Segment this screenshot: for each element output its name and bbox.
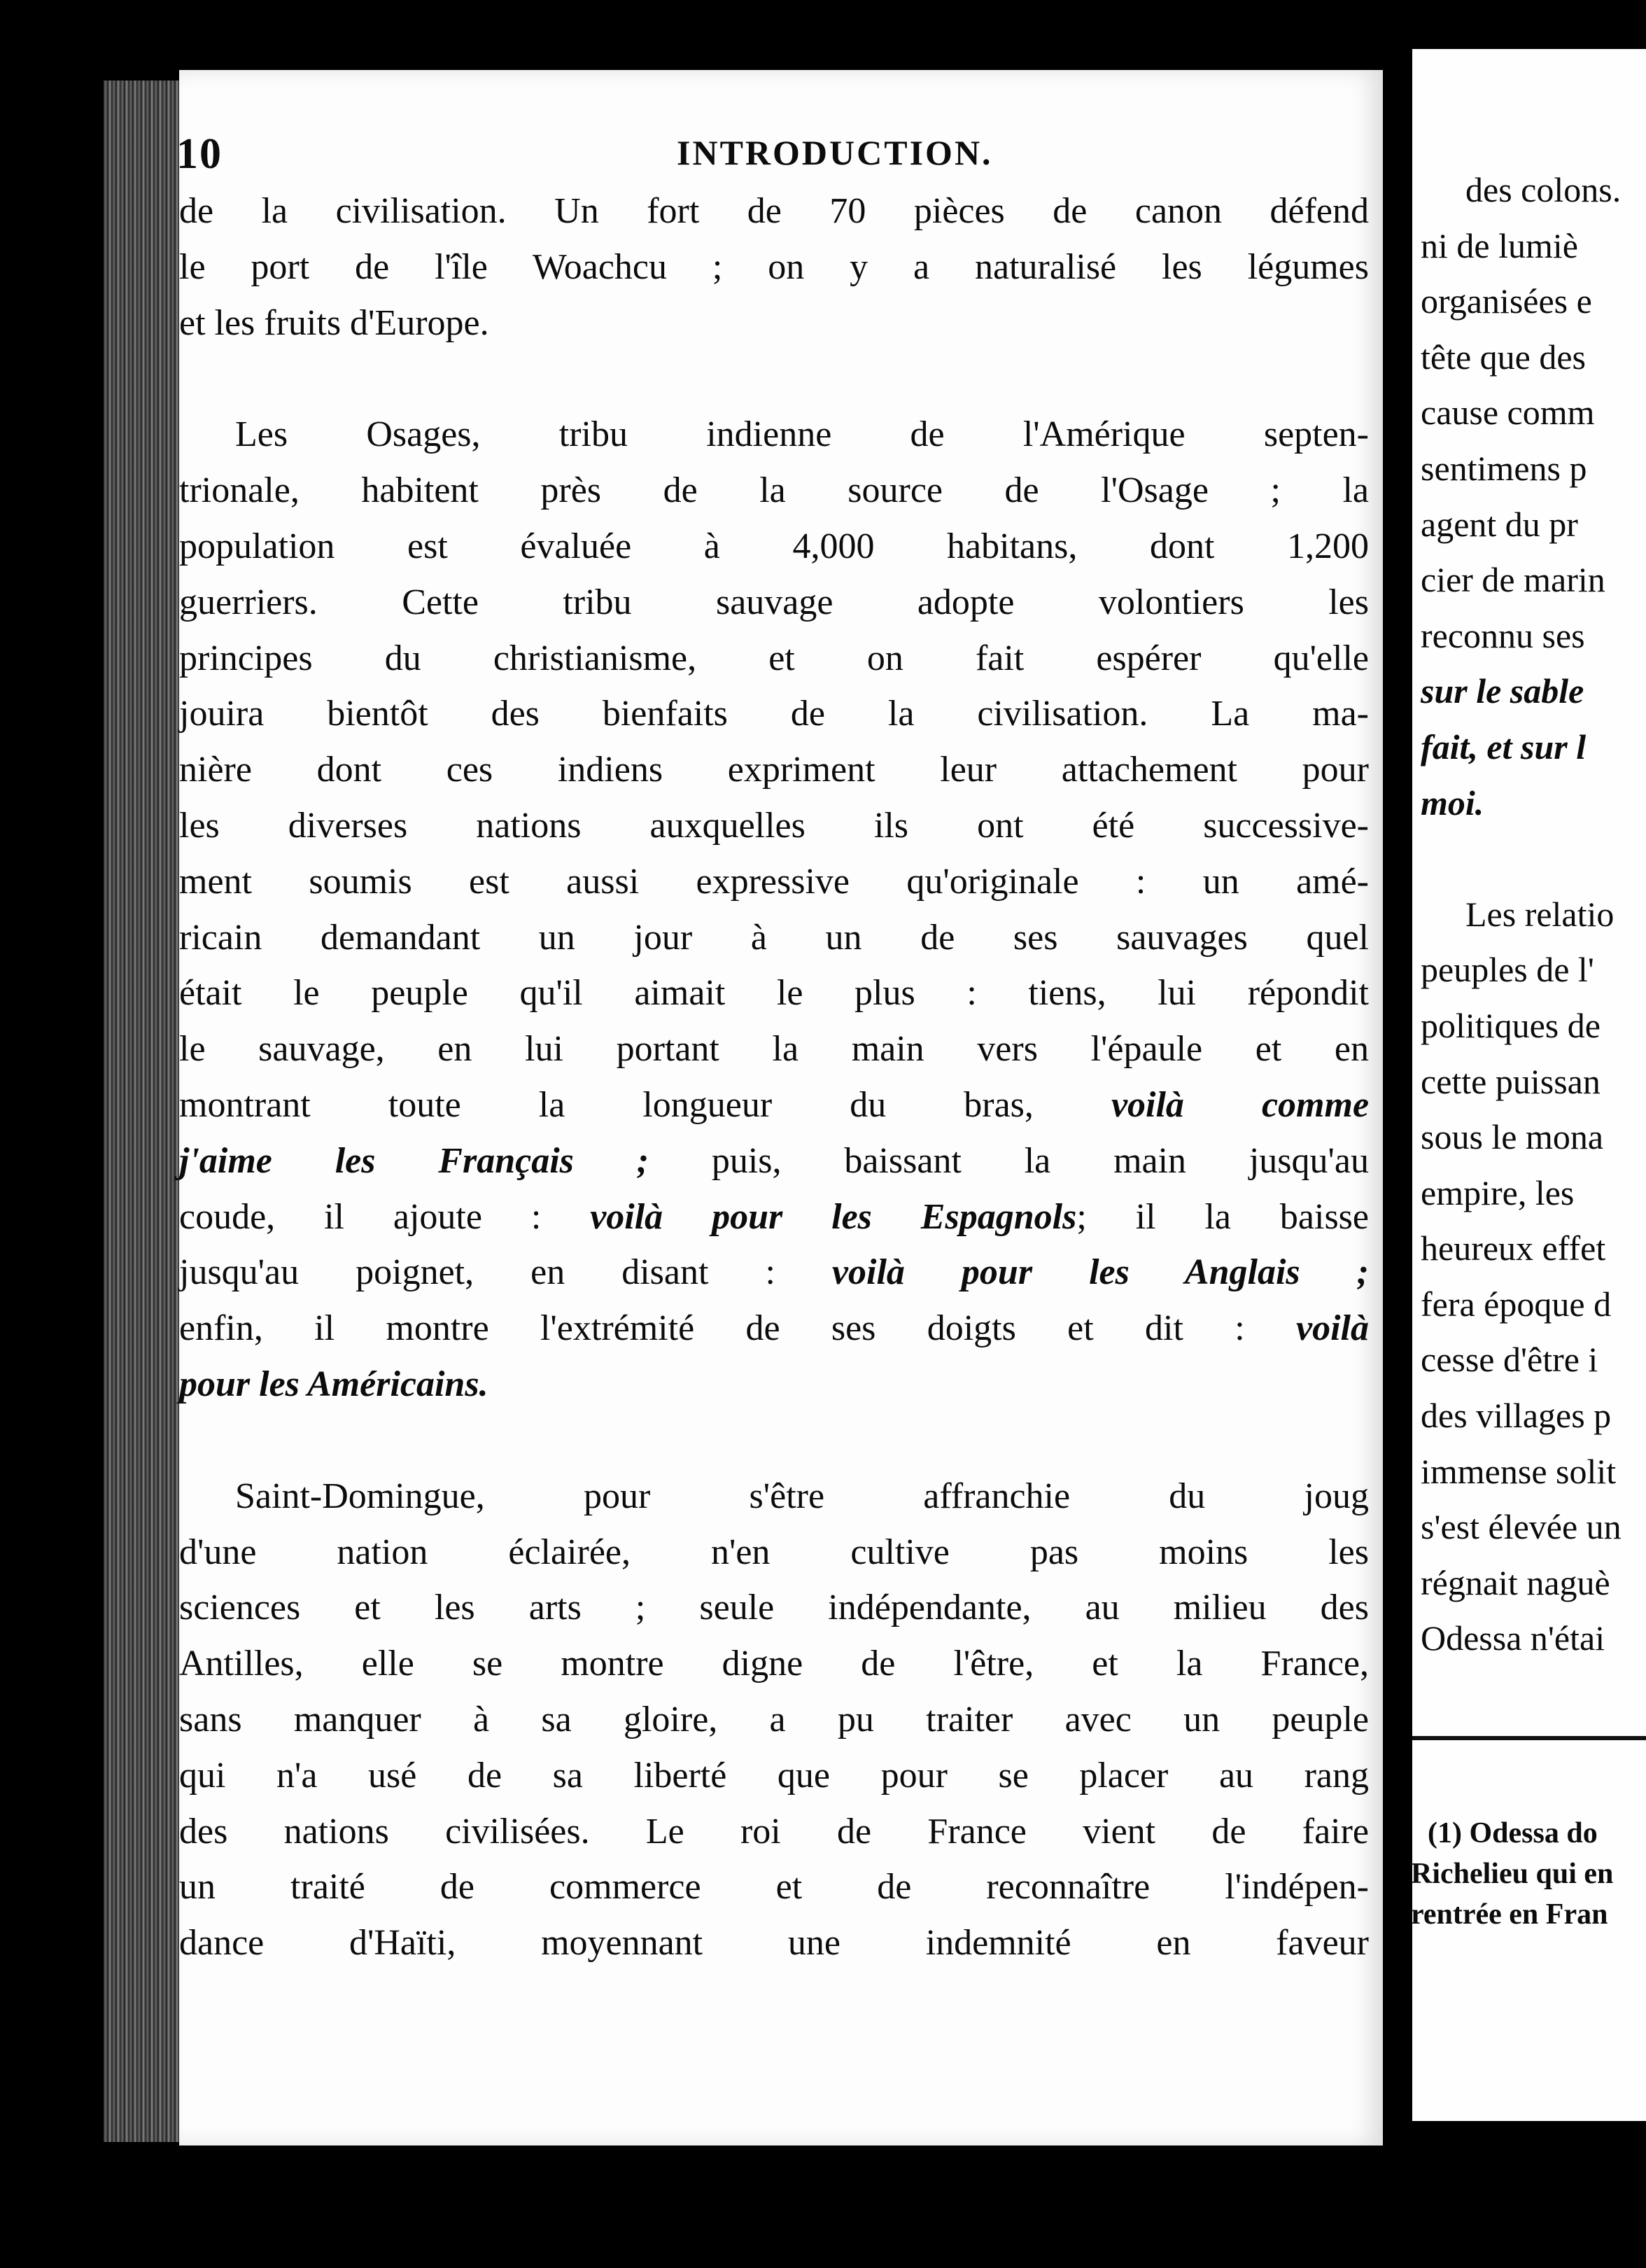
text-line: des nations civilisées. Le roi de France vient de faire bbox=[179, 1811, 1369, 1851]
text-line: cette puissan bbox=[1421, 1061, 1601, 1101]
footnote-rule bbox=[1412, 1736, 1646, 1740]
footnote-line: rentrée en Fran bbox=[1411, 1898, 1608, 1931]
italic-run: j'aime les Français ; bbox=[179, 1140, 649, 1181]
text-line-mixed bbox=[179, 1189, 1369, 1245]
text-line: régnait naguè bbox=[1421, 1562, 1610, 1602]
italic-run: voilà bbox=[1296, 1308, 1370, 1349]
text-line: moi. bbox=[1421, 783, 1484, 822]
text-line: les diverses nations auxquelles ils ont été successive- bbox=[179, 805, 1369, 846]
text-line: était le peuple qu'il aimait le plus : tiens, lui répondit bbox=[179, 973, 1369, 1014]
text-line: jouira bientôt des bienfaits de la civilisation. La ma- bbox=[179, 694, 1369, 734]
text-line: Les relatio bbox=[1465, 894, 1615, 934]
text-line: qui n'a usé de sa liberté que pour se placer au rang bbox=[179, 1755, 1369, 1795]
text-line: ment soumis est aussi expressive qu'originale : un amé- bbox=[179, 861, 1369, 902]
text-line-mixed bbox=[179, 1077, 1369, 1133]
italic-run: voilà comme bbox=[1111, 1084, 1370, 1125]
text-line: sans manquer à sa gloire, a pu traiter avec un peuple bbox=[179, 1699, 1369, 1740]
text-line: cesse d'être i bbox=[1421, 1340, 1598, 1380]
italic-run: voilà pour les Anglais ; bbox=[831, 1252, 1369, 1293]
right-page-text bbox=[1421, 162, 1646, 1667]
text-run: jusqu'au poignet, en disant : bbox=[179, 1252, 775, 1293]
paragraph-gap bbox=[1421, 831, 1646, 887]
running-head bbox=[176, 130, 1212, 186]
text-line: politiques de bbox=[1421, 1005, 1601, 1045]
text-line: Les Osages, tribu indienne de l'Amérique septen- bbox=[235, 414, 1369, 455]
text-line: peuples de l' bbox=[1421, 950, 1594, 990]
text-line: immense solit bbox=[1421, 1451, 1617, 1491]
text-line: trionale, habitent près de la source de l'Osage ; la bbox=[179, 470, 1369, 511]
text-line: s'est élevée un bbox=[1421, 1507, 1622, 1547]
book-gutter bbox=[1383, 49, 1412, 2149]
footnote-line: Richelieu qui en bbox=[1411, 1858, 1614, 1890]
text-run: ; il la baisse bbox=[1076, 1196, 1369, 1237]
text-line: le port de l'île Woachcu ; on y a naturalisé les légumes bbox=[179, 246, 1369, 287]
text-line: et les fruits d'Europe. bbox=[179, 302, 489, 343]
text-line: fera époque d bbox=[1421, 1284, 1612, 1324]
text-line: des colons. bbox=[1465, 170, 1622, 209]
text-line: cier de marin bbox=[1421, 560, 1605, 600]
text-line: organisées e bbox=[1421, 281, 1592, 321]
left-page-text bbox=[179, 183, 1369, 1971]
footnotes bbox=[1411, 1813, 1646, 1935]
page-number: 10 bbox=[176, 130, 223, 178]
text-line: un traité de commerce et de reconnaître l'indépen- bbox=[179, 1867, 1369, 1907]
text-line: ni de lumiè bbox=[1421, 225, 1578, 265]
text-line: Odessa n'étai bbox=[1421, 1618, 1605, 1658]
text-line: sentimens p bbox=[1421, 448, 1587, 488]
text-line: de la civilisation. Un fort de 70 pièces de canon défend bbox=[179, 191, 1369, 231]
italic-run: voilà pour les Espagnols bbox=[590, 1196, 1077, 1237]
text-line: le sauvage, en lui portant la main vers l'épaule et en bbox=[179, 1029, 1369, 1070]
text-line: principes du christianisme, et on fait espérer qu'elle bbox=[179, 638, 1369, 678]
text-line: d'une nation éclairée, n'en cultive pas moins les bbox=[179, 1532, 1369, 1572]
text-line: guerriers. Cette tribu sauvage adopte volontiers les bbox=[179, 582, 1369, 622]
text-line: sous le mona bbox=[1421, 1117, 1604, 1157]
text-line: pour les Américains. bbox=[179, 1364, 488, 1404]
text-line: nière dont ces indiens expriment leur attachement pour bbox=[179, 750, 1369, 790]
book-page-edges bbox=[104, 80, 179, 2142]
text-line: ricain demandant un jour à un de ses sauvages quel bbox=[179, 917, 1369, 958]
text-line-mixed bbox=[179, 1133, 1369, 1189]
text-line: heureux effet bbox=[1421, 1228, 1606, 1268]
text-line: dance d'Haïti, moyennant une indemnité en faveur bbox=[179, 1923, 1369, 1963]
text-line-mixed bbox=[179, 1301, 1369, 1357]
text-line: sur le sable bbox=[1421, 671, 1584, 711]
running-title: INTRODUCTION. bbox=[677, 133, 993, 172]
text-run: enfin, il montre l'extrémité de ses doigts et dit : bbox=[179, 1308, 1245, 1349]
text-run: puis, baissant la main jusqu'au bbox=[711, 1140, 1369, 1181]
text-line: agent du pr bbox=[1421, 504, 1578, 544]
text-line: des villages p bbox=[1421, 1396, 1612, 1436]
text-line: fait, et sur l bbox=[1421, 727, 1587, 766]
text-line-mixed bbox=[179, 1245, 1369, 1301]
text-line: population est évaluée à 4,000 habitans, dont 1,200 bbox=[179, 526, 1369, 566]
text-line: reconnu ses bbox=[1421, 615, 1585, 655]
text-line: sciences et les arts ; seule indépendante, au milieu des bbox=[179, 1588, 1369, 1628]
text-line: empire, les bbox=[1421, 1172, 1575, 1212]
text-run: montrant toute la longueur du bras, bbox=[179, 1084, 1034, 1125]
text-run: coude, il ajoute : bbox=[179, 1196, 542, 1237]
text-line: Saint-Domingue, pour s'être affranchie du joug bbox=[235, 1476, 1369, 1516]
text-line: tête que des bbox=[1421, 337, 1587, 377]
text-line: cause comm bbox=[1421, 393, 1595, 433]
footnote-line: (1) Odessa do bbox=[1428, 1817, 1598, 1849]
text-line: Antilles, elle se montre digne de l'être, et la France, bbox=[179, 1644, 1369, 1684]
